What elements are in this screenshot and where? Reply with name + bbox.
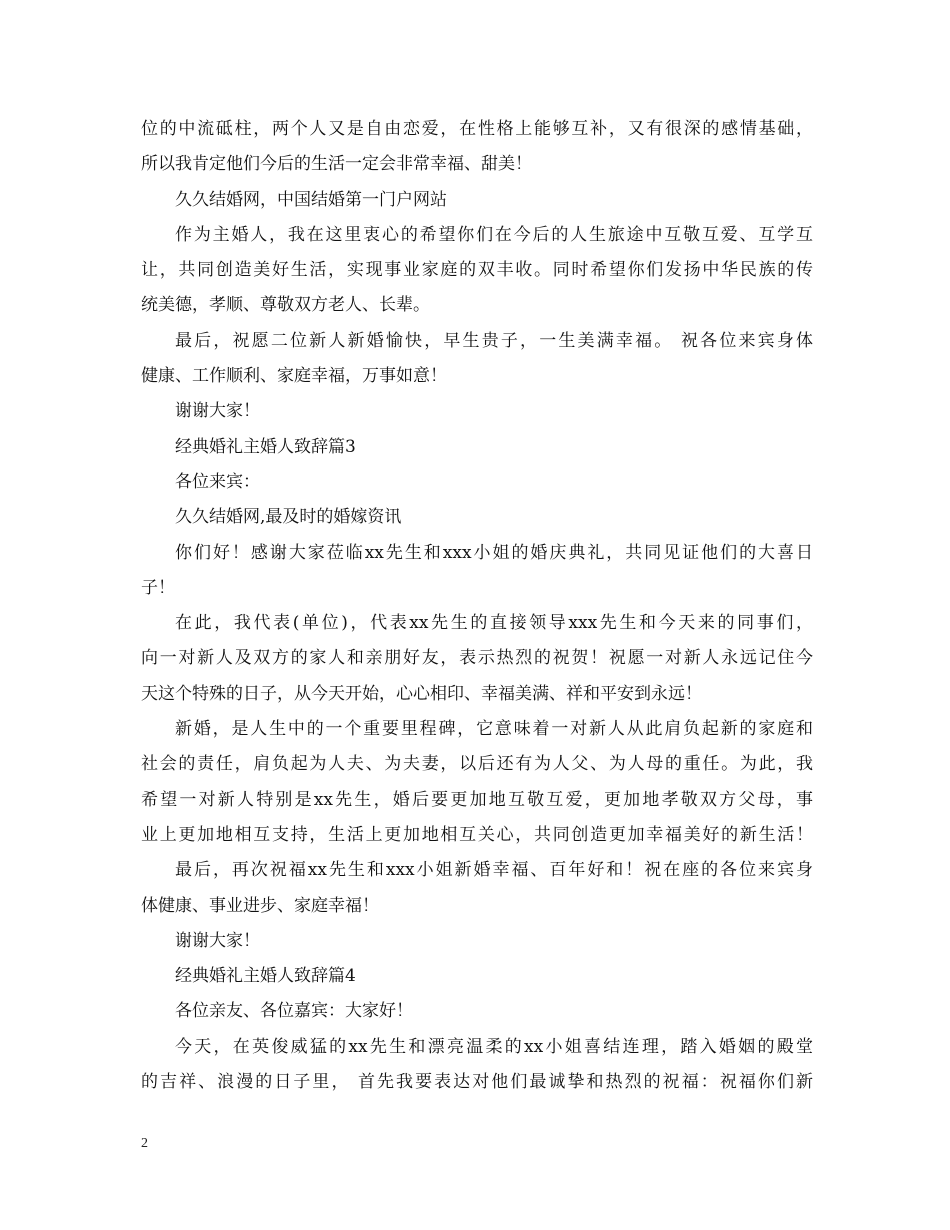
text-line: 久久结婚网,最及时的婚嫁资讯 <box>175 507 402 528</box>
text-line: 天这个特殊的日子，从今天开始，心心相印、幸福美满、祥和平安到永远！ <box>141 683 702 704</box>
text-line: 体健康、事业进步、家庭幸福！ <box>141 895 379 916</box>
text-line: 社会的责任，肩负起为人夫、为夫妻，以后还有为人父、为人母的重任。为此，我 <box>141 754 813 775</box>
text-line: 所以我肯定他们今后的生活一定会非常幸福、甜美！ <box>141 154 532 175</box>
text-line: 你们好！感谢大家莅临xx先生和xxx小姐的婚庆典礼，共同见证他们的大喜日 <box>175 542 813 563</box>
text-line: 经典婚礼主婚人致辞篇3 <box>175 436 356 457</box>
page-number: 2 <box>141 1136 148 1151</box>
text-line: 健康、工作顺利、家庭幸福，万事如意！ <box>141 366 447 387</box>
text-line: 希望一对新人特别是xx先生，婚后要更加地互敬互爱，更加地孝敬双方父母，事 <box>141 789 813 810</box>
text-line: 在此，我代表(单位)，代表xx先生的直接领导xxx先生和今天来的同事们， <box>175 613 813 634</box>
text-line: 各位亲友、各位嘉宾：大家好！ <box>175 1001 413 1022</box>
text-line: 作为主婚人，我在这里衷心的希望你们在今后的人生旅途中互敬互爱、互学互 <box>175 224 813 245</box>
text-line: 子！ <box>141 577 175 598</box>
text-line: 最后，祝愿二位新人新婚愉快，早生贵子，一生美满幸福。 祝各位来宾身体 <box>175 330 813 351</box>
text-line: 业上更加地相互支持，生活上更加地相互关心，共同创造更加幸福美好的新生活！ <box>141 824 813 845</box>
text-line: 经典婚礼主婚人致辞篇4 <box>175 966 356 987</box>
text-line: 各位来宾： <box>175 471 260 492</box>
text-line: 让，共同创造美好生活，实现事业家庭的双丰收。同时希望你们发扬中华民族的传 <box>141 260 813 281</box>
text-line: 的吉祥、浪漫的日子里， 首先我要表达对他们最诚挚和热烈的祝福：祝福你们新 <box>141 1072 813 1093</box>
document-body <box>141 112 813 1100</box>
text-line: 谢谢大家！ <box>175 401 260 422</box>
text-line: 久久结婚网，中国结婚第一门户网站 <box>175 189 447 210</box>
text-line: 最后，再次祝福xx先生和xxx小姐新婚幸福、百年好和！祝在座的各位来宾身 <box>175 860 813 881</box>
text-line: 今天，在英俊威猛的xx先生和漂亮温柔的xx小姐喜结连理，踏入婚姻的殿堂 <box>175 1036 813 1057</box>
text-line: 新婚，是人生中的一个重要里程碑，它意味着一对新人从此肩负起新的家庭和 <box>175 719 813 740</box>
text-line: 向一对新人及双方的家人和亲朋好友，表示热烈的祝贺！祝愿一对新人永远记住今 <box>141 648 813 669</box>
text-line: 位的中流砥柱，两个人又是自由恋爱，在性格上能够互补，又有很深的感情基础， <box>141 119 813 139</box>
text-line: 谢谢大家！ <box>175 930 260 951</box>
text-line: 统美德，孝顺、尊敬双方老人、长辈。 <box>141 295 430 316</box>
